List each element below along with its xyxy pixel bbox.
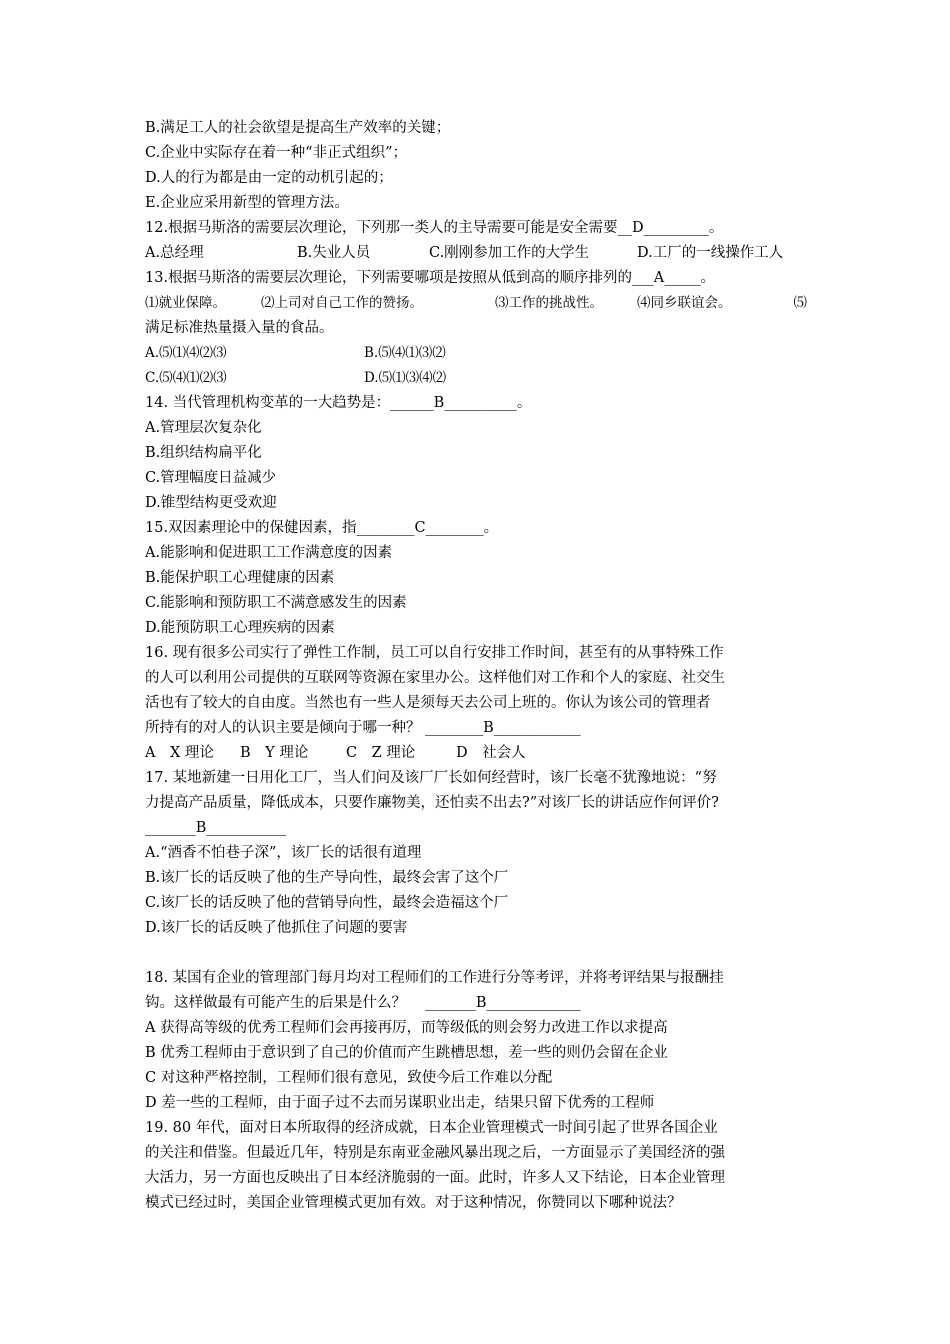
q11-option-d: D.人的行为都是由一定的动机引起的； xyxy=(145,170,393,186)
q13-option-d: D.⑸⑴⑶⑷⑵ xyxy=(364,370,447,386)
q17-stem-line-2: 力提高产品质量，降低成本，只要作廉物美，还怕卖不出去?”对该厂长的讲话应作何评价? xyxy=(145,795,719,811)
q17-option-a: A.“酒香不怕巷子深”，该厂长的话很有道理 xyxy=(145,845,422,861)
q11-option-b: B.满足工人的社会欲望是提高生产效率的关键； xyxy=(145,120,451,136)
q12-option-c: C.刚刚参加工作的大学生 xyxy=(429,245,590,261)
q17-stem-line-1: 17. 某地新建一日用化工厂，当人们问及该厂厂长如何经营时，该厂长毫不犹豫地说：“努 xyxy=(145,770,717,786)
q13-option-b: B.⑸⑷⑴⑶⑵ xyxy=(364,345,446,361)
q18-option-d: D 差一些的工程师，由于面子过不去而另谋职业出走，结果只留下优秀的工程师 xyxy=(145,1095,655,1111)
q14-stem: 14. 当代管理机构变革的一大趋势是：______B__________。 xyxy=(145,395,532,411)
q15-stem: 15.双因素理论中的保健因素，指________C________。 xyxy=(145,520,499,536)
q12-options xyxy=(145,241,810,266)
q12-option-a: A.总经理 xyxy=(145,245,204,261)
q13-option-a: A.⑸⑴⑷⑵⑶ xyxy=(145,345,227,361)
q13-options-cd xyxy=(145,366,810,391)
q16-options xyxy=(145,741,810,766)
q19-stem-line-1: 19. 80 年代，面对日本所取得的经济成就，日本企业管理模式一时间引起了世界各国企业 xyxy=(145,1120,718,1136)
q18-option-c: C 对这种严格控制，工程师们很有意见，致使今后工作难以分配 xyxy=(145,1070,553,1086)
q19-stem-line-3: 大活力，另一方面也反映出了日本经济脆弱的一面。此时，许多人又下结论，日本企业管理 xyxy=(145,1170,725,1186)
q19-stem-line-2: 的关注和借鉴。但最近几年，特别是东南亚金融风暴出现之后，一方面显示了美国经济的强 xyxy=(145,1145,725,1161)
q13-stem: 13.根据马斯洛的需要层次理论，下列需要哪项是按照从低到高的顺序排列的___A_____。 xyxy=(145,270,716,286)
q16-stem-line-2: 的人可以利用公司提供的互联网等资源在家里办公。这样他们对工作和个人的家庭、社交生 xyxy=(145,670,725,686)
q13-item-5-text: 满足标准热量摄入量的食品。 xyxy=(145,320,334,336)
q16-option-d: D 社会人 xyxy=(456,745,526,761)
q15-option-d: D.能预防职工心理疾病的因素 xyxy=(145,620,335,636)
q18-option-b: B 优秀工程师由于意识到了自己的价值而产生跳槽思想，差一些的则仍会留在企业 xyxy=(145,1045,668,1061)
q13-options-ab xyxy=(145,341,810,366)
q16-option-a: A X 理论 xyxy=(145,745,214,761)
q15-option-b: B.能保护职工心理健康的因素 xyxy=(145,570,335,586)
q18-option-a: A 获得高等级的优秀工程师们会再接再厉，而等级低的则会努力改进工作以求提高 xyxy=(145,1020,668,1036)
q16-stem-line-4: 所持有的对人的认识主要是倾向于哪一种？ ________B____________ xyxy=(145,720,581,736)
q15-option-c: C.能影响和预防职工不满意感发生的因素 xyxy=(145,595,407,611)
q13-item-2: ⑵上司对自己工作的赞扬。 xyxy=(261,295,423,311)
q16-stem-line-3: 活也有了较大的自由度。当然也有一些人是须每天去公司上班的。你认为该公司的管理者 xyxy=(145,695,711,711)
q13-item-4: ⑷同乡联谊会。 xyxy=(637,295,732,311)
q16-stem-line-1: 16. 现有很多公司实行了弹性工作制，员工可以自行安排工作时间，甚至有的从事特殊工作 xyxy=(145,645,724,661)
q18-stem-line-2: 钩。这样做最有可能产生的后果是什么？ _______B_____________ xyxy=(145,995,581,1011)
q17-option-d: D.该厂长的话反映了他抓住了问题的要害 xyxy=(145,920,408,936)
q16-option-c: C Z 理论 xyxy=(346,745,416,761)
q13-item-3: ⑶工作的挑战性。 xyxy=(495,295,603,311)
q13-items xyxy=(145,291,810,316)
document-body xyxy=(145,116,810,1216)
q17-option-b: B.该厂长的话反映了他的生产导向性，最终会害了这个厂 xyxy=(145,870,509,886)
q12-stem: 12.根据马斯洛的需要层次理论，下列那一类人的主导需要可能是安全需要__D_________。 xyxy=(145,220,724,236)
q14-option-d: D.锥型结构更受欢迎 xyxy=(145,495,277,511)
q17-option-c: C.该厂长的话反映了他的营销导向性，最终会造福这个厂 xyxy=(145,895,509,911)
q12-option-b: B.失业人员 xyxy=(297,245,371,261)
q11-option-e: E.企业应采用新型的管理方法。 xyxy=(145,195,349,211)
q13-item-5: ⑸ xyxy=(793,295,807,311)
blank-line xyxy=(145,941,810,966)
q14-option-c: C.管理幅度日益减少 xyxy=(145,470,277,486)
q16-option-b: B Y 理论 xyxy=(240,745,309,761)
q12-option-d: D.工厂的一线操作工人 xyxy=(637,245,784,261)
q14-option-b: B.组织结构扁平化 xyxy=(145,445,262,461)
q15-option-a: A.能影响和促进职工工作满意度的因素 xyxy=(145,545,393,561)
q13-option-c: C.⑸⑷⑴⑵⑶ xyxy=(145,370,227,386)
q17-answer-blank: _______B___________ xyxy=(145,820,287,836)
q14-option-a: A.管理层次复杂化 xyxy=(145,420,262,436)
q18-stem-line-1: 18. 某国有企业的管理部门每月均对工程师们的工作进行分等考评，并将考评结果与报酬挂 xyxy=(145,970,724,986)
q11-option-c: C.企业中实际存在着一种“非正式组织”； xyxy=(145,145,408,161)
q19-stem-line-4: 模式已经过时，美国企业管理模式更加有效。对于这种情况，你赞同以下哪种说法？ xyxy=(145,1195,682,1211)
q13-item-1: ⑴就业保障。 xyxy=(145,295,226,311)
